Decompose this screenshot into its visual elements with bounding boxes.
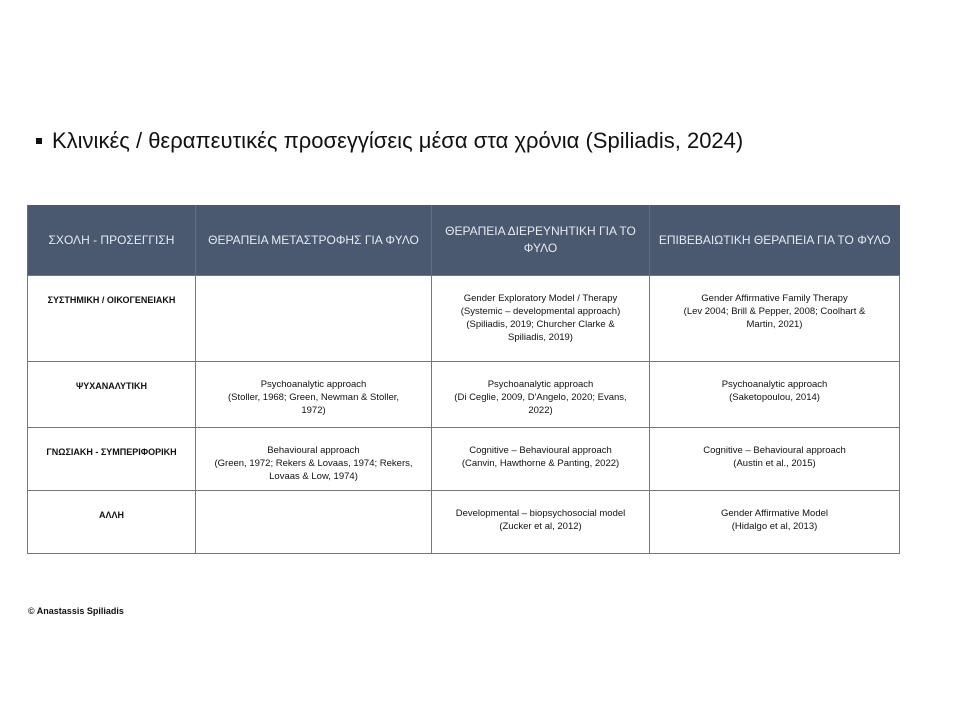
slide-title <box>36 128 916 154</box>
conversion-cell <box>196 428 432 491</box>
cell-line: (Spiliadis, 2019; Churcher Clarke & <box>466 319 615 330</box>
approaches-table <box>27 205 900 554</box>
cell-line: Behavioural approach <box>267 445 360 456</box>
cell-line: Psychoanalytic approach <box>721 379 828 390</box>
school-cell: ΣΥΣΤΗΜΙΚΗ / ΟΙΚΟΓΕΝΕΙΑΚΗ <box>28 276 196 362</box>
cell-line: Psychoanalytic approach <box>260 379 367 390</box>
cell-line: (Di Ceglie, 2009, D'Angelo, 2020; Evans, <box>454 392 627 403</box>
affirmative-cell <box>650 276 900 362</box>
cell-line: (Hidalgo et al, 2013) <box>731 521 818 532</box>
table-row <box>28 276 900 362</box>
cell-line: Developmental – biopsychosocial model <box>455 508 626 519</box>
cell-line: Spiliadis, 2019) <box>508 332 573 343</box>
cell-line: Lovaas & Low, 1974) <box>269 471 358 482</box>
exploratory-cell <box>432 362 650 428</box>
cell-line: Cognitive – Behavioural approach <box>703 445 846 456</box>
header-school: ΣΧΟΛΗ - ΠΡΟΣΕΓΓΙΣΗ <box>28 205 196 276</box>
cell-line: Martin, 2021) <box>746 319 803 330</box>
cell-line: (Lev 2004; Brill & Pepper, 2008; Coolhart & <box>683 306 866 317</box>
cell-line: (Green, 1972; Rekers & Lovaas, 1974; Rekers, <box>214 458 413 469</box>
bullet-icon <box>36 138 42 144</box>
affirmative-cell <box>650 491 900 554</box>
exploratory-cell <box>432 276 650 362</box>
table-row <box>28 491 900 554</box>
table-header-row <box>28 205 900 276</box>
school-cell: ΨΥΧΑΝΑΛΥΤΙΚΗ <box>28 362 196 428</box>
cell-line: Psychoanalytic approach <box>487 379 594 390</box>
header-affirmative: ΕΠΙΒΕΒΑΙΩΤΙΚΗ ΘΕΡΑΠΕΙΑ ΓΙΑ ΤΟ ΦΥΛΟ <box>650 205 900 276</box>
conversion-cell <box>196 276 432 362</box>
cell-line: Gender Affirmative Family Therapy <box>701 293 848 304</box>
affirmative-cell <box>650 428 900 491</box>
header-exploratory: ΘΕΡΑΠΕΙΑ ΔΙΕΡΕΥΝΗΤΙΚΗ ΓΙΑ ΤΟ ΦΥΛΟ <box>432 205 650 276</box>
cell-line: (Stoller, 1968; Green, Newman & Stoller, <box>227 392 400 403</box>
cell-line: (Austin et al., 2015) <box>733 458 816 469</box>
header-conversion: ΘΕΡΑΠΕΙΑ ΜΕΤΑΣΤΡΟΦΗΣ ΓΙΑ ΦΥΛΟ <box>196 205 432 276</box>
cell-line: (Saketopoulou, 2014) <box>729 392 820 403</box>
table-row <box>28 428 900 491</box>
school-cell: ΓΝΩΣΙΑΚΗ - ΣΥΜΠΕΡΙΦΟΡΙΚΗ <box>28 428 196 491</box>
school-cell: ΑΛΛΗ <box>28 491 196 554</box>
cell-line: Gender Exploratory Model / Therapy <box>463 293 618 304</box>
cell-line: 2022) <box>528 405 553 416</box>
cell-line: 1972) <box>301 405 326 416</box>
table-row <box>28 362 900 428</box>
cell-line: (Canvin, Hawthorne & Panting, 2022) <box>461 458 620 469</box>
title-text: Κλινικές / θεραπευτικές προσεγγίσεις μέσα στα χρόνια (Spiliadis, 2024) <box>52 128 744 153</box>
cell-line: Gender Affirmative Model <box>720 508 828 519</box>
cell-line: (Zucker et al, 2012) <box>499 521 582 532</box>
conversion-cell <box>196 491 432 554</box>
affirmative-cell <box>650 362 900 428</box>
cell-line: Cognitive – Behavioural approach <box>469 445 612 456</box>
cell-line: (Systemic – developmental approach) <box>460 306 621 317</box>
exploratory-cell <box>432 428 650 491</box>
conversion-cell <box>196 362 432 428</box>
exploratory-cell <box>432 491 650 554</box>
copyright-note: © Anastassis Spiliadis <box>28 606 124 616</box>
